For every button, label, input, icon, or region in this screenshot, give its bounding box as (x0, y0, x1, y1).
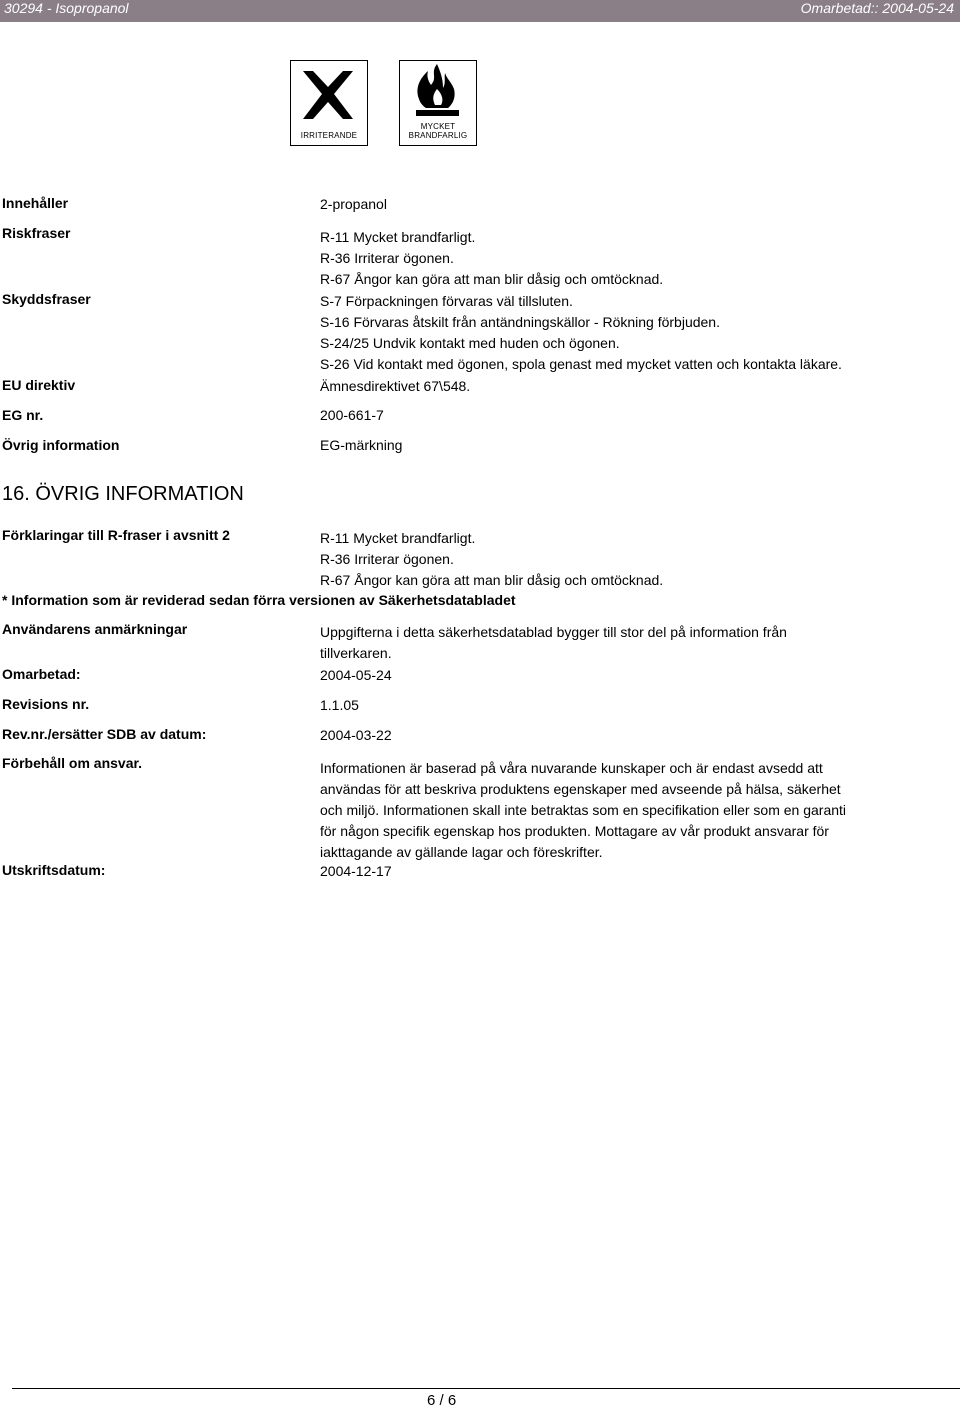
safety-phrases-label: Skyddsfraser (2, 291, 91, 307)
safety-phrase: S-24/25 Undvik kontakt med huden och ögonen. (320, 335, 620, 351)
document-header-bar (0, 0, 960, 22)
revision-number-label: Revisions nr. (2, 696, 90, 712)
disclaimer-line: och miljö. Informationen skall inte betraktas som en specifikation eller som en garanti (320, 802, 847, 818)
risk-phrase: R-67 Ångor kan göra att man blir dåsig och omtöcknad. (320, 271, 664, 287)
other-info-label: Övrig information (2, 437, 120, 453)
r-explanations-label: Förklaringar till R-fraser i avsnitt 2 (2, 527, 230, 543)
replaces-label: Rev.nr./ersätter SDB av datum: (2, 726, 207, 742)
flammable-pictogram (399, 60, 477, 146)
risk-phrase: R-36 Irriterar ögonen. (320, 250, 454, 266)
safety-phrase: S-26 Vid kontakt med ögonen, spola genast med mycket vatten och kontakta läkare. (320, 356, 842, 372)
contains-label: Innehåller (2, 195, 69, 211)
risk-phrases-list (320, 227, 663, 290)
revised-date-label: Omarbetad: (2, 666, 81, 682)
revised-info-note: * Information som är reviderad sedan förra versionen av Säkerhetsdatabladet (2, 592, 516, 608)
footer-divider (12, 1388, 960, 1389)
revised-date-value: 2004-05-24 (320, 667, 392, 683)
flammable-caption (400, 122, 476, 140)
eg-number-value: 200-661-7 (320, 407, 384, 423)
user-remarks-label: Användarens anmärkningar (2, 621, 188, 637)
user-remarks-line: tillverkaren. (320, 645, 392, 661)
eg-number-label: EG nr. (2, 407, 44, 423)
irritant-pictogram (290, 60, 368, 146)
print-date-value: 2004-12-17 (320, 863, 392, 879)
replaces-value: 2004-03-22 (320, 727, 392, 743)
revision-number-value: 1.1.05 (320, 697, 359, 713)
r-phrase: R-36 Irriterar ögonen. (320, 551, 454, 567)
contains-value: 2-propanol (320, 196, 387, 212)
risk-phrase: R-11 Mycket brandfarligt. (320, 229, 476, 245)
r-phrase: R-11 Mycket brandfarligt. (320, 530, 476, 546)
safety-phrase: S-7 Förpackningen förvaras väl tillsluten. (320, 293, 573, 309)
revision-date-header: Omarbetad:: 2004-05-24 (800, 0, 954, 16)
eu-directive-label: EU direktiv (2, 377, 76, 393)
disclaimer-line: för någon specifik egenskap hos produkten. Mottagare av vår produkt ansvarar för (320, 823, 829, 839)
disclaimer-line: Informationen är baserad på våra nuvarande kunskaper och är endast avsedd att (320, 760, 823, 776)
safety-phrase: S-16 Förvaras åtskilt från antändningskällor - Rökning förbjuden. (320, 314, 720, 330)
safety-phrases-list (320, 291, 842, 375)
eu-directive-value: Ämnesdirektivet 67\548. (320, 378, 471, 394)
flame-icon (400, 61, 475, 123)
user-remarks-line: Uppgifterna i detta säkerhetsdatablad bygger till stor del på information från (320, 624, 787, 640)
user-remarks-text (320, 622, 787, 664)
r-explanations-list (320, 528, 663, 591)
disclaimer-text (320, 758, 846, 863)
r-phrase: R-67 Ångor kan göra att man blir dåsig och omtöcknad. (320, 572, 664, 588)
irritant-caption: IRRITERANDE (300, 131, 358, 140)
risk-phrases-label: Riskfraser (2, 225, 71, 241)
disclaimer-label: Förbehåll om ansvar. (2, 755, 143, 771)
other-info-value: EG-märkning (320, 437, 403, 453)
disclaimer-line: användas för att beskriva produktens egenskaper med avseende på hälsa, säkerhet (320, 781, 841, 797)
flammable-caption-line-2: BRANDFARLIG (408, 131, 468, 140)
flammable-caption-line-1: MYCKET (420, 122, 456, 131)
disclaimer-line: iakttagande av gällande lagar och föreskrifter. (320, 844, 603, 860)
print-date-label: Utskriftsdatum: (2, 862, 106, 878)
page-number: 6 / 6 (427, 1392, 457, 1409)
section-16-title: 16. ÖVRIG INFORMATION (2, 483, 244, 505)
document-title: 30294 - Isopropanol (4, 0, 129, 16)
irritant-x-icon (291, 65, 366, 125)
